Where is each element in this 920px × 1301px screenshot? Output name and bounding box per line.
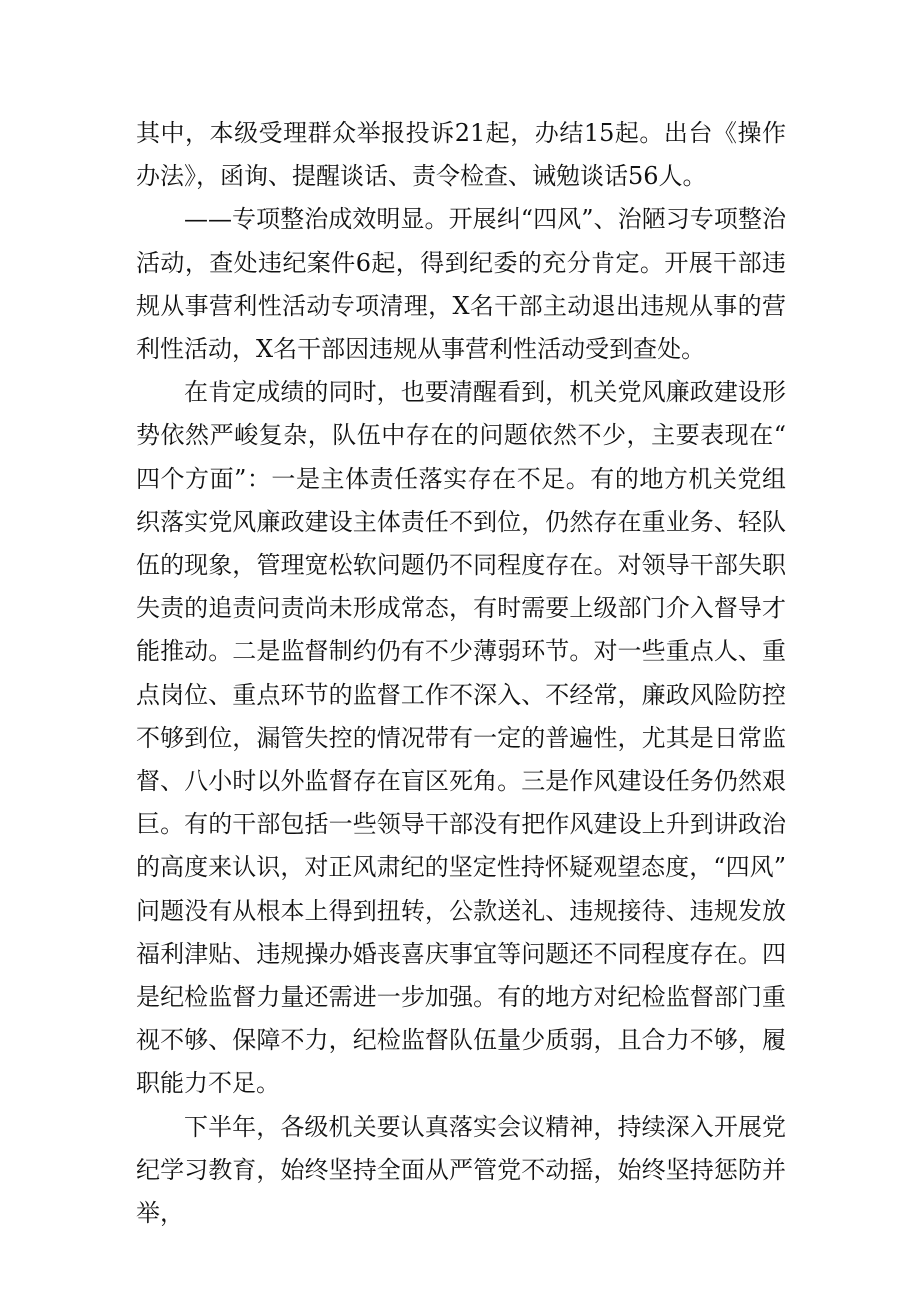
paragraph-problems: 在肯定成绩的同时，也要清醒看到，机关党风廉政建设形势依然严峻复杂，队伍中存在的问题依然不少，主要表现在“四个方面”：一是主体责任落实存在不足。有的地方机关党组织落实党风廉政建设主体责任不到位，仍然存在重业务、轻队伍的现象，管理宽松软问题仍不同程度存在。对领导干部失职失责的追责问责尚未形成常态，有时需要上级部门介入督导才能推动。二是监督制约仍有不少薄弱环节。对一些重点人、重点岗位、重点环节的监督工作不深入、不经常，廉政风险防控不够到位，漏管失控的情况带有一定的普遍性，尤其是日常监督、八小时以外监督存在盲区死角。三是作风建设任务仍然艰巨。有的干部包括一些领导干部没有把作风建设上升到讲政治的高度来认识，对正风肃纪的坚定性持怀疑观望态度，“四风”问题没有从根本上得到扭转，公款送礼、违规接待、违规发放福利津贴、违规操办婚丧喜庆事宜等问题还不同程度存在。四是纪检监督力量还需进一步加强。有的地方对纪检监督部门重视不够、保障不力，纪检监督队伍量少质弱，且合力不够，履职能力不足。	[136, 378, 786, 1098]
paragraph-special-rectification: ——专项整治成效明显。开展纠“四风”、治陋习专项整治活动，查处违纪案件6起，得到纪委的充分肯定。开展干部违规从事营利性活动专项清理，X名干部主动退出违规从事的营利性活动，X名干部因违规从事营利性活动受到查处。	[136, 205, 786, 364]
paragraph-continuation: 其中，本级受理群众举报投诉21起，办结15起。出台《操作办法》，函询、提醒谈话、责令检查、诫勉谈话56人。	[136, 119, 786, 191]
paragraph-next-half-year: 下半年，各级机关要认真落实会议精神，持续深入开展党纪学习教育，始终坚持全面从严管党不动摇，始终坚持惩防并举，	[136, 1112, 786, 1228]
